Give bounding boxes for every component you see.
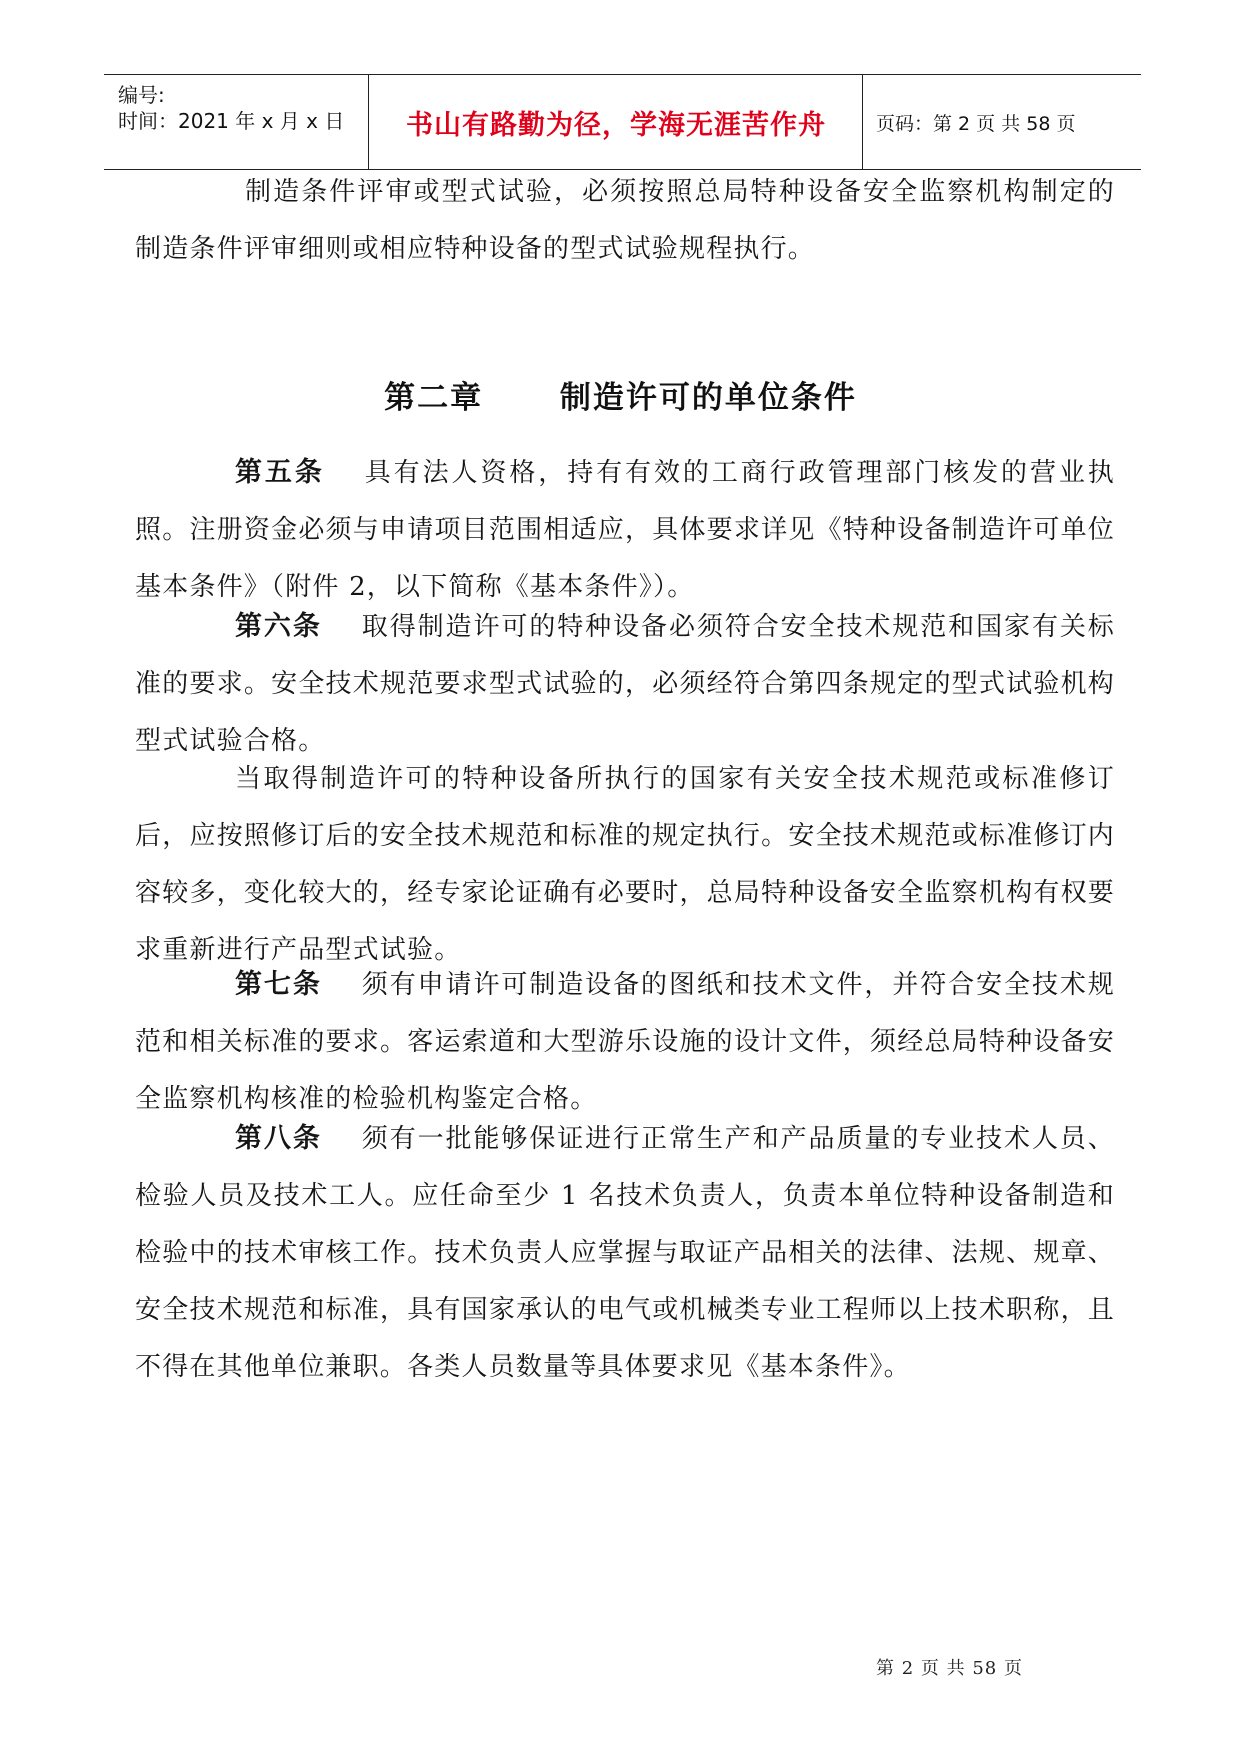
- intro-paragraph: [135, 164, 1115, 278]
- header-left-cell: [104, 75, 369, 169]
- article-7-label: 第七条: [235, 969, 322, 1000]
- article-6-label: 第六条: [235, 611, 322, 642]
- intro-text: 制造条件评审或型式试验，必须按照总局特种设备安全监察机构制定的制造条件评审细则或相应特种设备的型式试验规程执行。: [135, 177, 1115, 264]
- header-page-info: 页码：第 2 页 共 58 页: [876, 112, 1076, 135]
- article-6-continuation-text: 当取得制造许可的特种设备所执行的国家有关安全技术规范或标准修订后，应按照修订后的安全技术规范和标准的规定执行。安全技术规范或标准修订内容较多，变化较大的，经专家论证确有必要时，总局特种设备安全监察机构有权要求重新进行产品型式试验。: [135, 764, 1115, 965]
- header-page-cell: [864, 75, 1141, 169]
- article-8-text: 须有一批能够保证进行正常生产和产品质量的专业技术人员、检验人员及技术工人。应任命至少 1 名技术负责人，负责本单位特种设备制造和检验中的技术审核工作。技术负责人应掌握与取证产品相关的法律、法规、规章、安全技术规范和标准，具有国家承认的电气或机械类专业工程师以上技术职称，且不得在其他单位兼职。各类人员数量等具体要求见《基本条件》。: [135, 1124, 1115, 1382]
- article-6-continuation: [135, 751, 1115, 979]
- article-6: [135, 598, 1115, 770]
- article-5-text: 具有法人资格，持有有效的工商行政管理部门核发的营业执照。注册资金必须与申请项目范围相适应，具体要求详见《特种设备制造许可单位基本条件》（附件 2，以下简称《基本条件》）。: [135, 458, 1115, 602]
- article-7-text: 须有申请许可制造设备的图纸和技术文件，并符合安全技术规范和相关标准的要求。客运索道和大型游乐设施的设计文件，须经总局特种设备安全监察机构核准的检验机构鉴定合格。: [135, 970, 1115, 1114]
- chapter-title: 第二章 制造许可的单位条件: [384, 380, 857, 416]
- article-8-label: 第八条: [235, 1123, 322, 1154]
- motto-text: 书山有路勤为径，学海无涯苦作舟: [406, 109, 826, 141]
- time-label: 时间：2021 年 x 月 x 日: [118, 109, 345, 133]
- article-5-label: 第五条: [235, 457, 325, 488]
- number-label: 编号:: [118, 83, 165, 107]
- article-6-text: 取得制造许可的特种设备必须符合安全技术规范和国家有关标准的要求。安全技术规范要求型式试验的，必须经符合第四条规定的型式试验机构型式试验合格。: [135, 612, 1115, 756]
- header-motto-cell: [370, 75, 863, 169]
- article-8: [135, 1110, 1115, 1396]
- page-footer: 第 2 页 共 58 页: [876, 1658, 1023, 1679]
- article-5: [135, 444, 1115, 616]
- article-7: [135, 956, 1115, 1128]
- page-header: [104, 74, 1141, 170]
